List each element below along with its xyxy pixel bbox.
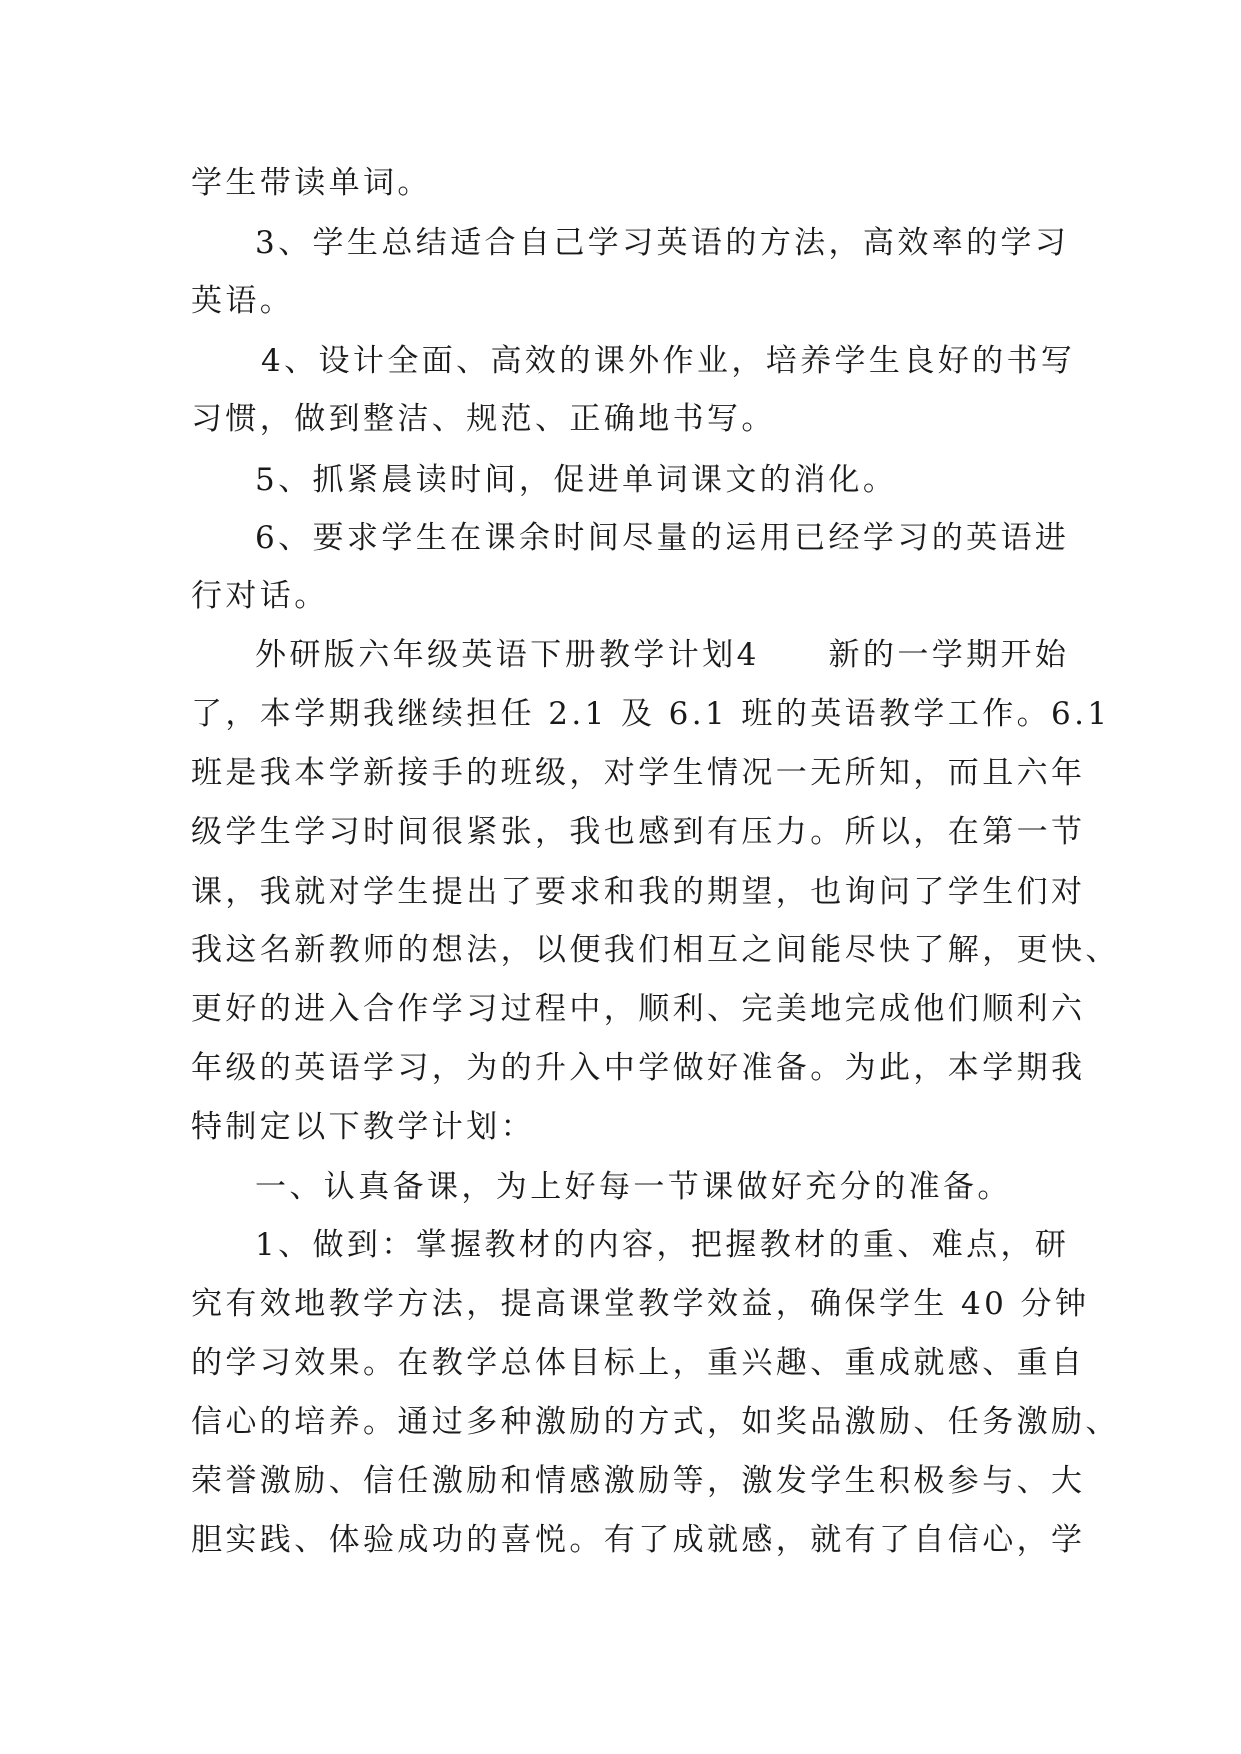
- text-line: 习惯，做到整洁、规范、正确地书写。: [191, 401, 776, 437]
- text-line: 5、抓紧晨读时间，促进单词课文的消化。: [255, 462, 898, 498]
- text-line: 课，我就对学生提出了要求和我的期望，也询问了学生们对: [191, 874, 1086, 910]
- text-line: 3、学生总结适合自己学习英语的方法，高效率的学习: [255, 225, 1070, 261]
- text-line: 外研版六年级英语下册教学计划4 新的一学期开始: [255, 637, 1070, 673]
- text-line: 1、做到：掌握教材的内容，把握教材的重、难点，研: [255, 1227, 1070, 1263]
- text-line: 信心的培养。通过多种激励的方式，如奖品激励、任务激励、: [191, 1404, 1120, 1440]
- text-line: 的学习效果。在教学总体目标上，重兴趣、重成就感、重自: [191, 1345, 1086, 1381]
- text-line: 更好的进入合作学习过程中，顺利、完美地完成他们顺利六: [191, 991, 1086, 1027]
- text-line: 了，本学期我继续担任 2.1 及 6.1 班的英语教学工作。6.1: [191, 696, 1111, 732]
- text-line: 胆实践、体验成功的喜悦。有了成就感，就有了自信心，学: [191, 1522, 1086, 1558]
- text-line: 一、认真备课，为上好每一节课做好充分的准备。: [255, 1169, 1012, 1205]
- text-line: 4、设计全面、高效的课外作业，培养学生良好的书写: [261, 343, 1076, 379]
- text-line: 英语。: [191, 283, 295, 319]
- text-line: 6、要求学生在课余时间尽量的运用已经学习的英语进: [255, 520, 1070, 556]
- text-line: 我这名新教师的想法，以便我们相互之间能尽快了解，更快、: [191, 932, 1120, 968]
- text-line: 荣誉激励、信任激励和情感激励等，激发学生积极参与、大: [191, 1463, 1086, 1499]
- text-line: 行对话。: [191, 578, 329, 614]
- text-line: 级学生学习时间很紧张，我也感到有压力。所以，在第一节: [191, 814, 1086, 850]
- text-line: 班是我本学新接手的班级，对学生情况一无所知，而且六年: [191, 755, 1086, 791]
- text-line: 究有效地教学方法，提高课堂教学效益，确保学生 40 分钟: [191, 1286, 1090, 1322]
- text-line: 年级的英语学习，为的升入中学做好准备。为此，本学期我: [191, 1050, 1086, 1086]
- text-line: 特制定以下教学计划：: [191, 1109, 535, 1145]
- text-line: 学生带读单词。: [191, 165, 432, 201]
